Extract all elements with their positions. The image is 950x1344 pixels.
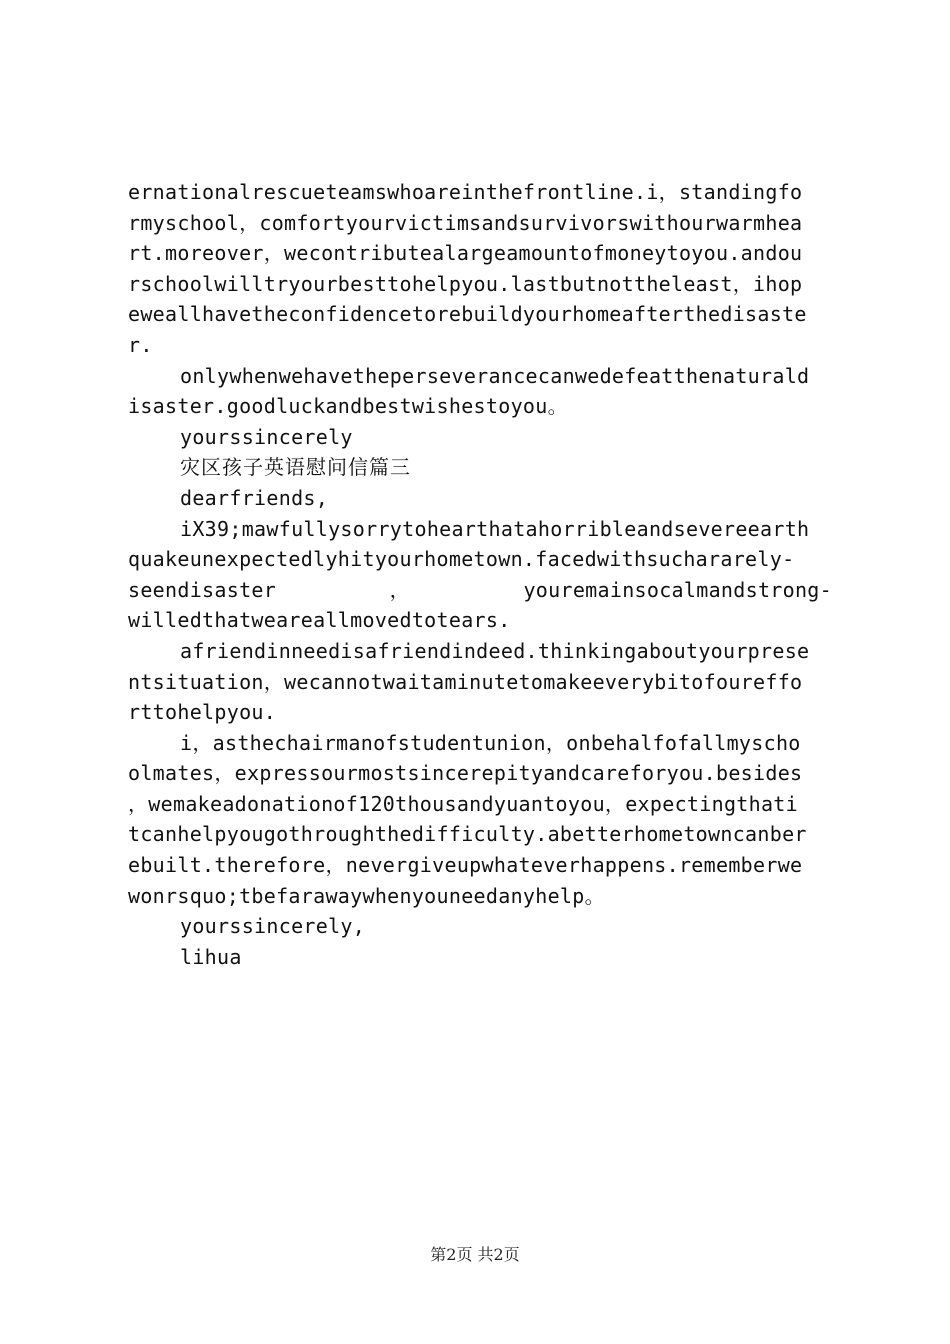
signature-line: lihua <box>180 944 242 969</box>
paragraph-line: ernationalrescueteamswhoareinthefrontline.i，standingfo <box>128 180 803 204</box>
paragraph-line: isaster.goodluckandbestwishestoyou。 <box>128 394 568 419</box>
closing-line: yourssincerely <box>180 424 353 449</box>
paragraph-line: eweallhavetheconfidencetorebuildyourhomeafterthedisaste <box>128 302 807 327</box>
paragraph-line: i，asthechairmanofstudentunion，onbehalfofallmyscho <box>180 730 801 755</box>
paragraph-line: iX39;mawfullysorrytohearthatahorribleandsevereearth <box>180 516 810 541</box>
paragraph-line: quakeunexpectedlyhityourhometown.facedwithsuchararely- <box>128 547 795 572</box>
paragraph-line: onlywhenwehavetheperseverancecanwedefeatthenaturald <box>180 363 810 388</box>
paragraph-line: olmates，expressourmostsincerepityandcareforyou.besides <box>128 761 803 786</box>
paragraph-line-spread <box>128 575 832 606</box>
paragraph-line: tcanhelpyougothroughthedifficulty.abetterhometowncanber <box>128 822 807 847</box>
paragraph-line: wonrsquo;tbefarawaywhenyouneedanyhelp。 <box>128 883 605 908</box>
line-segment: youremainsocalmandstrong- <box>523 577 832 602</box>
paragraph-line: willedthatweareallmovedtotears. <box>128 608 511 633</box>
paragraph-line: rmyschool，comfortyourvictimsandsurvivorswithourwarmhea <box>128 210 803 235</box>
paragraph-line: ，wemakeadonationof120thousandyuantoyou，expectingthati <box>128 791 798 816</box>
section-heading: 灾区孩子英语慰问信篇三 <box>180 455 411 480</box>
line-segment: ， <box>389 577 410 602</box>
paragraph-line: ebuilt.therefore，nevergiveupwhateverhappens.rememberwe <box>128 853 803 878</box>
paragraph-line: rschoolwilltryourbesttohelpyou.lastbutnottheleast，ihop <box>128 271 803 296</box>
line-segment: seendisaster <box>128 577 277 602</box>
page-number-footer: 第2页 共2页 <box>430 1245 520 1264</box>
document-body <box>128 177 832 972</box>
paragraph-line: rttohelpyou. <box>128 700 277 725</box>
paragraph-line: r. <box>128 332 153 357</box>
greeting-line: dearfriends, <box>180 485 329 510</box>
closing-line: yourssincerely, <box>180 914 366 939</box>
paragraph-line: rt.moreover，wecontributealargeamountofmoneytoyou.andou <box>128 241 803 266</box>
paragraph-line: ntsituation，wecannotwaitaminutetomakeeverybitofoureffo <box>128 669 803 694</box>
paragraph-line: afriendinneedisafriendindeed.thinkingaboutyourprese <box>180 638 810 663</box>
